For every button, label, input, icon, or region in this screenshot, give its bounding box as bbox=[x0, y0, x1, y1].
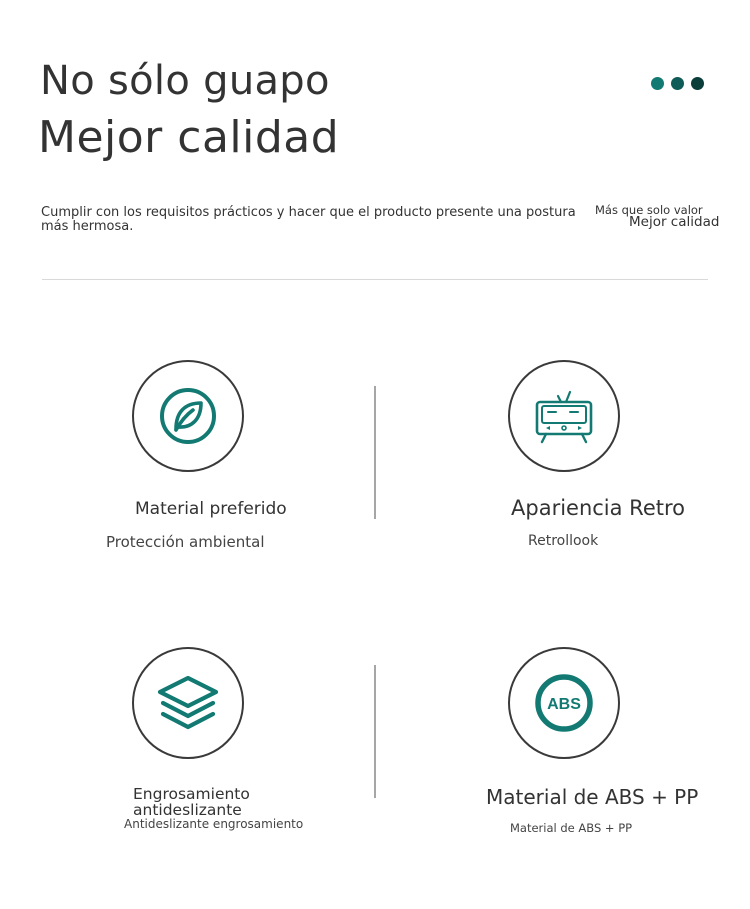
abs-badge-text: ABS bbox=[547, 696, 581, 713]
layers-icon bbox=[155, 673, 221, 733]
retro-tv-icon bbox=[532, 384, 596, 448]
feature-icon-circle-4 bbox=[508, 647, 620, 759]
decorative-dots bbox=[651, 77, 704, 90]
side-caption-main: Mejor calidad bbox=[629, 214, 720, 230]
dot-2 bbox=[671, 77, 684, 90]
feature-icon-circle-3 bbox=[132, 647, 244, 759]
feature-title-2: Apariencia Retro bbox=[511, 496, 686, 520]
feature-icon-circle-1 bbox=[132, 360, 244, 472]
feature-title-3: Engrosamiento antideslizante bbox=[133, 785, 250, 819]
dot-3 bbox=[691, 77, 704, 90]
feature-title-4: Material de ABS + PP bbox=[486, 785, 699, 809]
feature-subtitle-4: Material de ABS + PP bbox=[510, 821, 633, 835]
vertical-separator-bottom bbox=[374, 665, 376, 798]
feature-subtitle-1: Protección ambiental bbox=[106, 533, 265, 551]
leaf-icon bbox=[158, 386, 218, 446]
feature-icon-circle-2 bbox=[508, 360, 620, 472]
side-caption-small: Más que solo valor bbox=[595, 203, 703, 217]
title-line-1: No sólo guapo bbox=[40, 58, 330, 104]
abs-badge-icon bbox=[533, 672, 595, 734]
divider bbox=[42, 279, 708, 280]
title-line-2: Mejor calidad bbox=[38, 112, 340, 163]
feature-title-1: Material preferido bbox=[135, 499, 287, 519]
dot-1 bbox=[651, 77, 664, 90]
feature-subtitle-3: Antideslizante engrosamiento bbox=[124, 817, 304, 831]
description-text: Cumplir con los requisitos prácticos y hacer que el producto presente una postura más hermosa. bbox=[41, 205, 576, 234]
vertical-separator-top bbox=[374, 386, 376, 519]
feature-subtitle-2: Retrollook bbox=[528, 533, 599, 549]
